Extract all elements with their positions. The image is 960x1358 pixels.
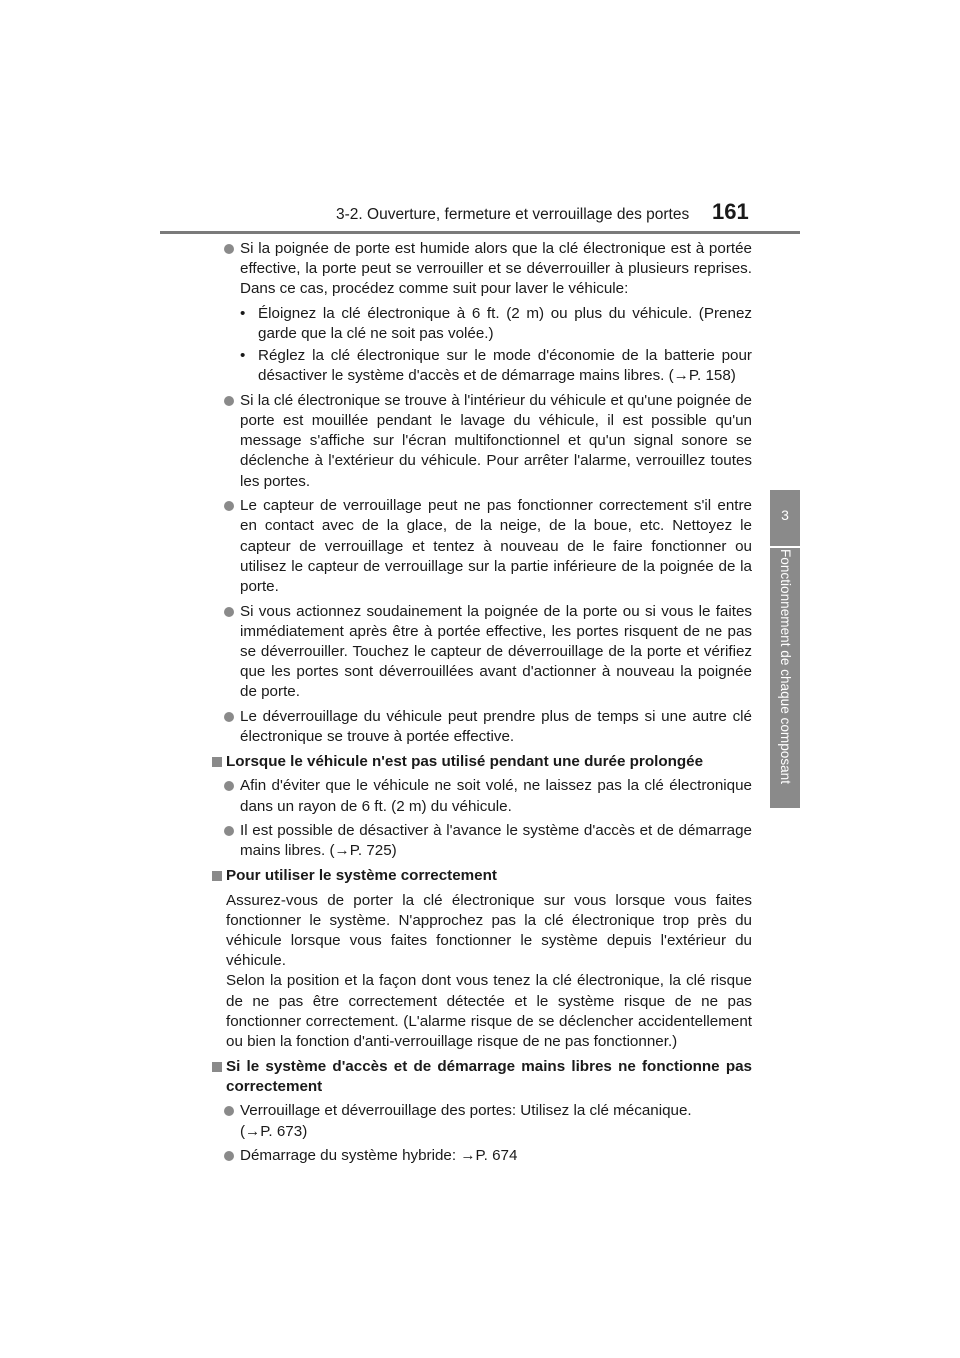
bullet-dot-icon — [224, 1151, 234, 1161]
section-title: 3-2. Ouverture, fermeture et verrouillage des portes — [336, 206, 690, 223]
bullet-dot-icon — [224, 826, 234, 836]
sub-item-text: Réglez la clé électronique sur le mode d'économie de la batterie pour désactiver le système d'accès et de démarrage mains libres. (→P. 158) — [258, 347, 752, 385]
bullet-text: Si la poignée de porte est humide alors que la clé électronique est à portée effective, la porte peut se verrouiller et se déverrouiller à plusieurs reprises. Dans ce cas, procédez comme suit pour laver le véhicule: — [240, 240, 752, 298]
bullet-dot-icon — [224, 244, 234, 254]
bullet-dot-icon — [224, 1106, 234, 1116]
bullet-text: Si la clé électronique se trouve à l'intérieur du véhicule et qu'une poignée de porte est mouillée pendant le lavage du véhicule, il est possible qu'un message s'affiche sur l'écran multifonctionnel et qu'un signal sonore se déclenche à l'extérieur du véhicule. Pour arrêter l'alarme, verrouillez toutes les portes. — [240, 391, 752, 490]
paragraph: Assurez-vous de porter la clé électronique sur vous lorsque vous faites fonctionner le système. N'approchez pas la clé électronique trop près du véhicule lorsque vous faites fonctionner le système depuis l'extérieur du véhicule. — [226, 891, 752, 970]
bullet-text: Démarrage du système hybride: →P. 674 — [240, 1147, 518, 1165]
page-header — [0, 0, 960, 240]
chapter-tab — [770, 490, 800, 546]
square-bullet-icon — [212, 757, 222, 767]
chapter-number: 3 — [781, 507, 789, 523]
bullet-dot-icon — [224, 501, 234, 511]
bullet-text: Le déverrouillage du véhicule peut prendre plus de temps si une autre clé électronique se trouve à portée effective. — [240, 708, 752, 746]
sub-item-text: Éloignez la clé électronique à 6 ft. (2 m) ou plus du véhicule. (Prenez garde que la clé ne soit pas volée.) — [258, 304, 752, 342]
bullet-text: Verrouillage et déverrouillage des portes: Utilisez la clé mécanique. — [240, 1102, 692, 1120]
heading-text: Si le système d'accès et de démarrage mains libres ne fonctionne pas correctement — [226, 1057, 752, 1095]
section-heading-long-term — [212, 752, 752, 772]
sub-list — [240, 304, 752, 387]
square-bullet-icon — [212, 871, 222, 881]
sub-list-item — [212, 304, 752, 344]
list-item — [212, 391, 752, 492]
list-item — [212, 707, 752, 747]
bullet-text: Le capteur de verrouillage peut ne pas fonctionner correctement s'il entre en contact avec de la glace, de la neige, de la boue, etc. Nettoyez le capteur de verrouillage et tentez à nouveau de le faire fonctionner ou utilisez le capteur de verrouillage sur la partie inférieure de la poignée de la porte. — [240, 497, 752, 596]
bullet-mark-icon: • — [240, 347, 246, 365]
page-reference: (→P. 673) — [240, 1122, 308, 1140]
bullet-text: Il est possible de désactiver à l'avance le système d'accès et de démarrage mains libres. (→P. 725) — [240, 822, 752, 860]
bullet-text: Si vous actionnez soudainement la poignée de la porte ou si vous le faites immédiatement après être à portée effective, les portes risquent de ne pas se déverrouiller. Touchez le capteur de déverrouillage de la porte et vérifiez que les portes sont déverrouillées avant d'actionner à nouveau la poignée de porte. — [240, 602, 752, 701]
bullet-dot-icon — [224, 396, 234, 406]
list-item — [212, 602, 752, 703]
list-item — [212, 776, 752, 816]
list-item — [212, 821, 752, 861]
heading-text: Lorsque le véhicule n'est pas utilisé pendant une durée prolongée — [226, 752, 704, 770]
paragraph: Selon la position et la façon dont vous tenez la clé électronique, la clé risque de ne pas être correctement détectée et le système risque de ne pas fonctionner correctement. (L'alarme risque de se déclencher accidentellement ou bien la fonction d'anti-verrouillage risque de ne pas fonctionner.) — [226, 972, 752, 1051]
header-divider — [160, 231, 800, 234]
bullet-dot-icon — [224, 712, 234, 722]
bullet-dot-icon — [224, 781, 234, 791]
list-item — [212, 1101, 752, 1141]
bullet-mark-icon: • — [240, 304, 246, 322]
list-item — [212, 496, 752, 597]
section-heading-malfunction — [212, 1057, 752, 1097]
chapter-label: Fonctionnement de chaque composant — [778, 549, 793, 785]
page-content — [212, 239, 752, 1171]
section-heading-correct-use — [212, 866, 752, 886]
page-number: 161 — [712, 199, 749, 224]
heading-text: Pour utiliser le système correctement — [226, 867, 497, 885]
list-item — [212, 239, 752, 386]
bullet-text: Afin d'éviter que le véhicule ne soit volé, ne laissez pas la clé électronique dans un rayon de 6 ft. (2 m) du véhicule. — [240, 777, 752, 815]
bullet-dot-icon — [224, 607, 234, 617]
sub-list-item — [212, 346, 752, 386]
list-item — [212, 1146, 752, 1166]
square-bullet-icon — [212, 1062, 222, 1072]
